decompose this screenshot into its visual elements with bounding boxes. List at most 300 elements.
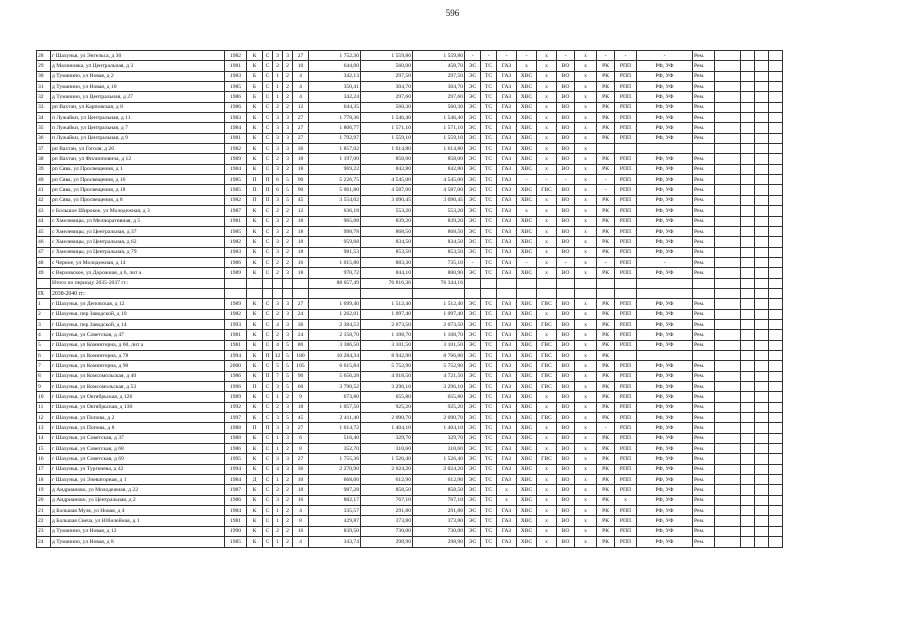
utility-cell: ТС [481,516,497,526]
empty-cell [769,350,783,360]
floors: 2 [273,526,283,536]
utility-cell: РФ, УФ [637,361,693,371]
empty-cell [755,433,769,443]
row-number: 23 [37,526,51,536]
empty-cell [755,268,769,278]
total-area: 2 384,53 [309,319,361,329]
utility-cell: РК [597,226,615,236]
empty-cell [715,123,741,133]
utility-cell: x [575,195,597,205]
empty-cell [755,392,769,402]
utility-cell: ВО [557,206,575,216]
empty-cell [755,133,769,143]
year: 1994 [225,464,247,474]
entrances: 5 [283,350,293,360]
total-area: 882,17 [309,495,361,505]
living-area: 844,10 [361,268,413,278]
address: г Шахунья, ул Советская, д 69 [51,454,225,464]
utility-cell: ЭС [465,206,481,216]
total-area: 969,22 [309,164,361,174]
address: г Шахунья, ул Октябрьская, д 126 [51,392,225,402]
apartments: 18 [293,154,309,164]
utility-cell: ГАЗ [497,475,517,485]
row-number: 38 [37,154,51,164]
repair-note: Рем. [693,61,715,71]
private-area: 735,10 [413,257,465,267]
year: 1996 [225,382,247,392]
apartments: 16 [293,495,309,505]
private-area: 329,70 [413,433,465,443]
empty-cell [769,464,783,474]
row-number: 20 [37,495,51,505]
utility-cell: ХВС [517,330,537,340]
utility-cell: РК [597,382,615,392]
entrances: 3 [283,402,293,412]
wall-material: К [247,319,263,329]
floors: 3 [273,226,283,236]
empty-cell [769,475,783,485]
utility-cell: ГАЗ [497,247,517,257]
row-number: 8 [37,371,51,381]
floors: 3 [273,216,283,226]
empty-cell [517,278,537,288]
wall-material: К [247,340,263,350]
empty-cell [741,278,755,288]
roof-type: С [263,537,273,547]
utility-cell: ГАЗ [497,133,517,143]
utility-cell: РПП [615,247,637,257]
total-area: 839,50 [309,526,361,536]
year: 1981 [225,61,247,71]
row-number: 14 [37,433,51,443]
row-number: 4 [37,330,51,340]
utility-cell: РПП [615,392,637,402]
utility-cell: x [537,92,557,102]
apartments: 45 [293,413,309,423]
year: 1986 [225,371,247,381]
utility-cell: ЭС [465,361,481,371]
utility-cell: ВО [557,361,575,371]
year: 1985 [225,175,247,185]
utility-cell: - [637,51,693,61]
total-area: 429,87 [309,516,361,526]
utility-cell: РФ, УФ [637,413,693,423]
living-area: 291,80 [361,506,413,516]
apartments: 4 [293,92,309,102]
utility-cell: ХВС [517,475,537,485]
roof-type: С [263,51,273,61]
repair-note: Рем. [693,247,715,257]
utility-cell: x [575,330,597,340]
utility-cell: РПП [615,102,637,112]
year: 1986 [225,444,247,454]
utility-cell: ГАЗ [497,113,517,123]
empty-cell [741,299,755,309]
utility-cell: x [575,361,597,371]
utility-cell: РПП [615,226,637,236]
empty-cell [741,371,755,381]
empty-cell [769,371,783,381]
utility-cell: РПП [615,71,637,81]
utility-cell: x [575,123,597,133]
repair-note: Рем. [693,506,715,516]
utility-cell: ВО [557,413,575,423]
utility-cell: РФ, УФ [637,392,693,402]
utility-cell: ГВС [537,382,557,392]
utility-cell: x [575,454,597,464]
utility-cell: РФ, УФ [637,268,693,278]
utility-cell: ТС [481,164,497,174]
utility-cell: x [537,133,557,143]
wall-material: П [247,382,263,392]
utility-cell: ТС [481,237,497,247]
empty-cell [263,288,273,298]
utility-cell: РФ, УФ [637,299,693,309]
empty-cell [741,413,755,423]
empty-cell [755,164,769,174]
utility-cell: ГАЗ [497,82,517,92]
wall-material: Б [247,92,263,102]
empty-cell [755,123,769,133]
address: рп Сява, ул Просвещения, д 18 [51,185,225,195]
utility-cell: x [575,444,597,454]
empty-cell [755,330,769,340]
utility-cell: ХВС [517,247,537,257]
repair-note: Рем. [693,392,715,402]
floors: 1 [273,92,283,102]
private-area: 2 073,50 [413,319,465,329]
living-area: 730,00 [361,526,413,536]
utility-cell: ВО [557,195,575,205]
repair-note: Рем. [693,413,715,423]
utility-cell: РФ, УФ [637,382,693,392]
empty-cell [557,288,575,298]
private-area: 4 721,50 [413,371,465,381]
empty-cell [481,278,497,288]
row-number: 37 [37,144,51,154]
apartments: 10 [293,475,309,485]
utility-cell: ТС [481,257,497,267]
utility-cell: ТС [481,82,497,92]
utility-cell: x [575,526,597,536]
empty-cell [741,102,755,112]
table-row [37,133,783,143]
utility-cell: ХВС [517,454,537,464]
empty-cell [755,382,769,392]
utility-cell: x [537,237,557,247]
utility-cell: ГАЗ [497,516,517,526]
empty-cell [755,371,769,381]
utility-cell: ГВС [537,319,557,329]
utility-cell: x [575,113,597,123]
utility-cell: РК [597,92,615,102]
roof-type: С [263,237,273,247]
empty-cell [755,61,769,71]
living-area: 560,30 [361,102,413,112]
roof-type: С [263,506,273,516]
empty-cell [741,123,755,133]
empty-cell [741,444,755,454]
living-area: 612,90 [361,475,413,485]
floors: 4 [273,340,283,350]
living-area: 4 587,00 [361,185,413,195]
total-area: 959,68 [309,237,361,247]
utility-cell: ЭС [465,299,481,309]
utility-cell: ГАЗ [497,371,517,381]
wall-material: К [247,433,263,443]
utility-cell: РПП [615,175,637,185]
empty-cell [741,506,755,516]
living-area: 1 559,80 [361,51,413,61]
repair-note: Рем. [693,340,715,350]
apartments: 18 [293,226,309,236]
address: д Туманино, ул Новая, д 8 [51,537,225,547]
utility-cell: ТС [481,392,497,402]
private-area: 858,00 [413,154,465,164]
utility-cell: ТС [481,340,497,350]
year: 1985 [225,537,247,547]
utility-cell: x [537,330,557,340]
private-area: 458,70 [413,61,465,71]
empty-cell [741,195,755,205]
entrances: 2 [283,247,293,257]
entrances: 2 [283,475,293,485]
address: д Туманино, ул Новая, д 2 [51,71,225,81]
repair-note: Рем. [693,71,715,81]
utility-cell: ЭС [465,340,481,350]
row-number: 10 [37,392,51,402]
row-number: 30 [37,71,51,81]
year: 1982 [225,309,247,319]
utility-cell: x [537,144,557,154]
roof-type: С [263,154,273,164]
empty-cell [741,51,755,61]
entrances: 3 [283,309,293,319]
living-area: 1 559,10 [361,133,413,143]
utility-cell: x [537,433,557,443]
empty-cell [755,413,769,423]
apartments: 36 [293,144,309,154]
repair-note: Рем. [693,444,715,454]
utility-cell: ГАЗ [497,216,517,226]
floors: 2 [273,268,283,278]
floors: 12 [273,350,283,360]
total-area: 987,28 [309,485,361,495]
utility-cell: ЭС [465,309,481,319]
entrances: 3 [283,123,293,133]
roof-type: С [263,206,273,216]
utility-cell: ТС [481,371,497,381]
empty-cell [769,195,783,205]
row-number: 21 [37,506,51,516]
total-area: 3 790,52 [309,382,361,392]
utility-cell: РК [597,102,615,112]
empty-cell [755,247,769,257]
repair-note: Рем. [693,164,715,174]
utility-cell: ЭС [465,268,481,278]
utility-cell [637,350,693,360]
empty-cell [769,113,783,123]
empty-cell [755,516,769,526]
roof-type: П [263,185,273,195]
utility-cell: ХВС [517,133,537,143]
utility-cell: РПП [615,319,637,329]
empty-cell [769,154,783,164]
empty-cell [755,154,769,164]
table-row [37,340,783,350]
table-row [37,330,783,340]
row-number: 33 [37,102,51,112]
utility-cell: ТС [481,475,497,485]
empty-cell [755,288,769,298]
utility-cell: ГАЗ [497,350,517,360]
utility-cell: ВО [557,392,575,402]
utility-cell: РФ, УФ [637,330,693,340]
utility-cell: x [537,154,557,164]
total-area: 998,78 [309,226,361,236]
utility-cell: ХВС [517,402,537,412]
utility-cell: ГАЗ [497,382,517,392]
utility-cell: x [537,226,557,236]
floors: 3 [273,247,283,257]
address: д Андрианово, ул Молодежная, д 22 [51,485,225,495]
empty-cell [741,454,755,464]
utility-cell: ЭС [465,144,481,154]
living-area: 925,20 [361,402,413,412]
utility-cell: РК [597,206,615,216]
empty-cell [715,206,741,216]
empty-cell [637,278,693,288]
total-area: 10 284,34 [309,350,361,360]
address: г Шахунья, ул Советская, д 37 [51,433,225,443]
empty-cell [741,133,755,143]
table-row [37,216,783,226]
living-area: 310,60 [361,444,413,454]
table-row [37,154,783,164]
address: п Лужайки, ул Центральная, д 9 [51,133,225,143]
utility-cell: ГАЗ [497,154,517,164]
utility-cell: РФ, УФ [637,216,693,226]
utility-cell: РК [597,506,615,516]
utility-cell: ХВС [517,485,537,495]
address: рп Вахтан, ул Карповская, д 8 [51,102,225,112]
roof-type: С [263,226,273,236]
row-number: 41 [37,185,51,195]
year: 1984 [225,164,247,174]
empty-cell [769,319,783,329]
living-area: 5 752,90 [361,361,413,371]
floors: 3 [273,164,283,174]
utility-cell: ХВС [517,340,537,350]
utility-cell: РПП [615,444,637,454]
entrances: 5 [283,340,293,350]
floors: 1 [273,516,283,526]
utility-cell: x [575,392,597,402]
utility-cell: РК [597,237,615,247]
utility-cell: ВО [557,454,575,464]
empty-cell [715,309,741,319]
utility-cell: ТС [481,382,497,392]
utility-cell: ХВС [517,464,537,474]
utility-cell: РФ, УФ [637,454,693,464]
year: 1982 [225,237,247,247]
apartments: 60 [293,382,309,392]
utility-cell: ГАЗ [497,464,517,474]
utility-cell: РПП [615,195,637,205]
utility-cell [637,144,693,154]
wall-material: К [247,133,263,143]
total-area: 965,08 [309,216,361,226]
empty-cell [557,278,575,288]
apartments: 24 [293,309,309,319]
utility-cell: ТС [481,61,497,71]
utility-cell: - [637,257,693,267]
empty-cell [755,71,769,81]
utility-cell: ТС [481,144,497,154]
utility-cell: x [537,206,557,216]
utility-cell: - [557,175,575,185]
utility-cell [615,144,637,154]
living-area: 304,70 [361,82,413,92]
apartments: 10 [293,61,309,71]
address: г Шахунья, ул Энгельса, д 30 [51,51,225,61]
utility-cell: РФ, УФ [637,206,693,216]
total-area: 673,80 [309,392,361,402]
roof-type: С [263,516,273,526]
empty-cell [769,340,783,350]
repair-note: Рем. [693,537,715,547]
empty-cell [755,257,769,267]
utility-cell: - [465,51,481,61]
utility-cell: ХВС [517,123,537,133]
utility-cell: РПП [615,516,637,526]
wall-material: К [247,299,263,309]
utility-cell: РК [597,444,615,454]
address: г Шахунья, ул Комсомольская, д 40 [51,371,225,381]
empty-cell [741,247,755,257]
row-number: 47 [37,247,51,257]
wall-material: К [247,226,263,236]
utility-cell: x [575,226,597,236]
floors: 2 [273,206,283,216]
floors: 3 [273,195,283,205]
apartments: 18 [293,237,309,247]
utility-cell: x [575,309,597,319]
utility-cell: РК [597,164,615,174]
entrances: 2 [283,164,293,174]
empty-cell [755,454,769,464]
repair-note: Рем. [693,361,715,371]
table-row [37,226,783,236]
private-area: 3 296,10 [413,382,465,392]
repair-note: Рем. [693,113,715,123]
private-area: 297,50 [413,71,465,81]
empty-cell [225,278,247,288]
roof-type: С [263,257,273,267]
repair-note: Рем. [693,102,715,112]
utility-cell: ХВС [517,154,537,164]
utility-cell: РФ, УФ [637,423,693,433]
floors: 2 [273,61,283,71]
apartments: 18 [293,268,309,278]
utility-cell: - [517,257,537,267]
utility-cell: РПП [615,330,637,340]
address: рп Сява, ул Просвещения, д 8 [51,195,225,205]
total-area: 1 262,01 [309,309,361,319]
empty-cell [769,206,783,216]
utility-cell: ГАЗ [497,164,517,174]
utility-cell: РФ, УФ [637,175,693,185]
